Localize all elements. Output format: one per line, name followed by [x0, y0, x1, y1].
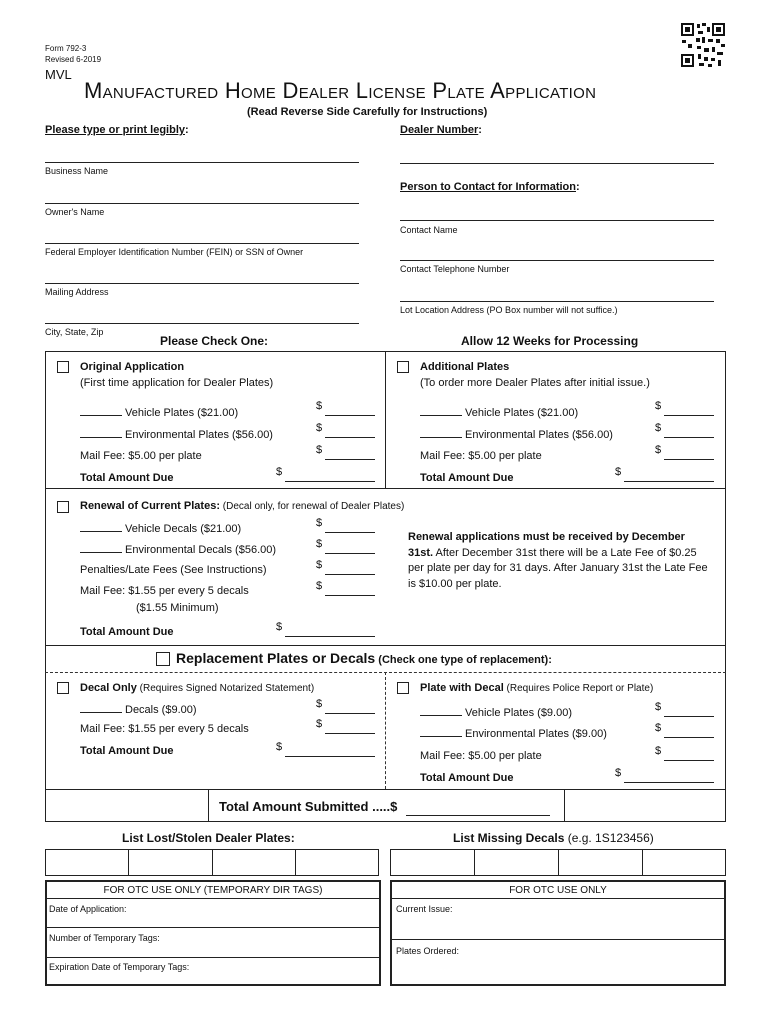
- decal-mail-fee-amount[interactable]: [325, 733, 375, 734]
- additional-environmental-amount[interactable]: [664, 437, 714, 438]
- dollar-sign: $: [316, 698, 323, 710]
- dollar-sign: $: [655, 422, 662, 434]
- otc-expiration-label: Expiration Date of Temporary Tags:: [49, 962, 190, 972]
- replacement-environmental-amount[interactable]: [664, 737, 714, 738]
- page-title: Manufactured Home Dealer License Plate Application: [84, 78, 597, 103]
- vehicle-qty-blank[interactable]: [80, 522, 122, 532]
- replacement-title: Replacement Plates or Decals (Check one type of replacement):: [176, 650, 552, 666]
- contact-name-line[interactable]: [400, 220, 714, 221]
- additional-environmental-row: Environmental Plates ($56.00): [420, 428, 613, 441]
- plate-with-decal-title: Plate with Decal (Requires Police Report or Plate): [420, 682, 654, 694]
- additional-mail-fee-amount[interactable]: [664, 459, 714, 460]
- renewal-notice: Renewal applications must be received by December 31st. After December 31st there will be a Late Fee of $0.25 per plate per day for 31 days. After January 31st the Late Fee is $10.00 per plate.: [408, 531, 708, 590]
- city-state-zip-line[interactable]: [45, 323, 359, 324]
- decals-row: Decals ($9.00): [80, 703, 197, 716]
- decal-total-label: Total Amount Due: [80, 745, 174, 757]
- divider: [45, 645, 726, 646]
- lot-address-label: Lot Location Address (PO Box number will not suffice.): [400, 305, 618, 315]
- mailing-address-label: Mailing Address: [45, 287, 109, 297]
- dealer-number-line[interactable]: [400, 163, 714, 164]
- otc-plates-ordered-label: Plates Ordered:: [396, 946, 460, 956]
- form-number: Form 792-3: [45, 44, 87, 53]
- original-environmental-amount[interactable]: [325, 437, 375, 438]
- environmental-qty-blank[interactable]: [80, 428, 122, 438]
- plate-total-label: Total Amount Due: [420, 772, 514, 784]
- city-state-zip-label: City, State, Zip: [45, 327, 104, 337]
- contact-name-label: Contact Name: [400, 225, 458, 235]
- dollar-sign: $: [316, 718, 323, 730]
- dashed-divider: [385, 672, 386, 789]
- lot-address-line[interactable]: [400, 301, 714, 302]
- additional-plates-note: (To order more Dealer Plates after initial issue.): [420, 377, 650, 389]
- additional-vehicle-row: Vehicle Plates ($21.00): [420, 406, 578, 419]
- renewal-vehicle-row: Vehicle Decals ($21.00): [80, 522, 241, 535]
- business-name-label: Business Name: [45, 166, 109, 176]
- additional-total-amount[interactable]: [624, 481, 714, 482]
- additional-plates-title: Additional Plates: [420, 361, 510, 373]
- lost-plates-heading: List Lost/Stolen Dealer Plates:: [122, 831, 295, 845]
- otc-use-heading: FOR OTC USE ONLY: [509, 885, 607, 896]
- owners-name-label: Owner's Name: [45, 207, 105, 217]
- divider: [45, 789, 726, 790]
- original-application-note: (First time application for Dealer Plates): [80, 377, 274, 389]
- original-vehicle-amount[interactable]: [325, 415, 375, 416]
- divider: [45, 957, 381, 958]
- original-application-checkbox[interactable]: [57, 361, 69, 373]
- renewal-environmental-amount[interactable]: [325, 553, 375, 554]
- otc-date-label: Date of Application:: [49, 904, 127, 914]
- renewal-mail-fee-amount[interactable]: [325, 595, 375, 596]
- original-total-amount[interactable]: [285, 481, 375, 482]
- renewal-environmental-row: Environmental Decals ($56.00): [80, 543, 276, 556]
- renewal-mail-fee: Mail Fee: $1.55 per every 5 decals: [80, 585, 249, 597]
- total-submitted-label: Total Amount Submitted .....$: [219, 799, 398, 814]
- vehicle-qty-blank[interactable]: [420, 406, 462, 416]
- cell-divider: [474, 849, 475, 876]
- decals-amount[interactable]: [325, 713, 375, 714]
- divider: [45, 898, 381, 899]
- vehicle-qty-blank[interactable]: [80, 406, 122, 416]
- fein-label: Federal Employer Identification Number (FEIN) or SSN of Owner: [45, 247, 304, 257]
- otc-number-label: Number of Temporary Tags:: [49, 933, 160, 943]
- dollar-sign: $: [276, 741, 283, 753]
- additional-vehicle-amount[interactable]: [664, 415, 714, 416]
- owners-name-line[interactable]: [45, 203, 359, 204]
- dollar-sign: $: [276, 466, 283, 478]
- original-mail-fee-amount[interactable]: [325, 459, 375, 460]
- cell-divider: [212, 849, 213, 876]
- dollar-sign: $: [316, 538, 323, 550]
- divider: [390, 939, 726, 940]
- environmental-qty-blank[interactable]: [80, 543, 122, 553]
- otc-current-issue-label: Current Issue:: [396, 904, 453, 914]
- replacement-checkbox[interactable]: [156, 652, 170, 666]
- agency-code: MVL: [45, 67, 72, 82]
- renewal-penalties: Penalties/Late Fees (See Instructions): [80, 564, 267, 576]
- decals-qty-blank[interactable]: [80, 703, 122, 713]
- renewal-checkbox[interactable]: [57, 501, 69, 513]
- qr-code: [680, 22, 726, 68]
- additional-total-label: Total Amount Due: [420, 472, 514, 484]
- decal-only-title: Decal Only (Requires Signed Notarized Statement): [80, 682, 315, 694]
- dollar-sign: $: [615, 466, 622, 478]
- divider: [385, 351, 386, 488]
- plate-mail-fee: Mail Fee: $5.00 per plate: [420, 750, 542, 762]
- divider: [45, 488, 726, 489]
- dollar-sign: $: [655, 701, 662, 713]
- original-total-label: Total Amount Due: [80, 472, 174, 484]
- plate-with-decal-checkbox[interactable]: [397, 682, 409, 694]
- renewal-total-amount[interactable]: [285, 636, 375, 637]
- check-one-heading: Please Check One:: [160, 334, 269, 348]
- dollar-sign: $: [316, 580, 323, 592]
- cell-divider: [128, 849, 129, 876]
- contact-phone-line[interactable]: [400, 260, 714, 261]
- dollar-sign: $: [316, 517, 323, 529]
- dollar-sign: $: [655, 444, 662, 456]
- renewal-penalties-amount[interactable]: [325, 574, 375, 575]
- decal-total-amount[interactable]: [285, 756, 375, 757]
- processing-time: Allow 12 Weeks for Processing: [461, 334, 639, 348]
- dollar-sign: $: [615, 767, 622, 779]
- renewal-vehicle-amount[interactable]: [325, 532, 375, 533]
- plate-total-amount[interactable]: [624, 782, 714, 783]
- cell-divider: [295, 849, 296, 876]
- divider: [390, 898, 726, 899]
- decal-only-checkbox[interactable]: [57, 682, 69, 694]
- decal-mail-fee: Mail Fee: $1.55 per every 5 decals: [80, 723, 249, 735]
- dollar-sign: $: [316, 444, 323, 456]
- cell-divider: [558, 849, 559, 876]
- original-application-title: Original Application: [80, 361, 185, 373]
- dollar-sign: $: [655, 400, 662, 412]
- original-mail-fee: Mail Fee: $5.00 per plate: [80, 450, 202, 462]
- total-submitted-amount[interactable]: [406, 815, 550, 816]
- divider: [45, 927, 381, 928]
- additional-plates-checkbox[interactable]: [397, 361, 409, 373]
- business-name-line[interactable]: [45, 162, 359, 163]
- cell-divider: [642, 849, 643, 876]
- renewal-minimum: ($1.55 Minimum): [136, 602, 219, 614]
- replacement-environmental-row: Environmental Plates ($9.00): [420, 727, 607, 740]
- contact-heading: Person to Contact for Information:: [400, 181, 580, 193]
- environmental-qty-blank[interactable]: [420, 428, 462, 438]
- contact-phone-label: Contact Telephone Number: [400, 264, 510, 274]
- original-vehicle-row: Vehicle Plates ($21.00): [80, 406, 238, 419]
- replacement-vehicle-amount[interactable]: [664, 716, 714, 717]
- print-legibly-heading: Please type or print legibly:: [45, 124, 189, 136]
- replacement-vehicle-row: Vehicle Plates ($9.00): [420, 706, 572, 719]
- dollar-sign: $: [316, 422, 323, 434]
- renewal-title: Renewal of Current Plates: (Decal only, for renewal of Dealer Plates): [80, 500, 405, 512]
- renewal-total-label: Total Amount Due: [80, 626, 174, 638]
- dollar-sign: $: [655, 745, 662, 757]
- missing-decals-heading: List Missing Decals (e.g. 1S123456): [453, 831, 654, 845]
- vehicle-qty-blank[interactable]: [420, 706, 462, 716]
- fein-line[interactable]: [45, 243, 359, 244]
- dollar-sign: $: [655, 722, 662, 734]
- divider: [564, 789, 565, 822]
- divider: [208, 789, 209, 822]
- environmental-qty-blank[interactable]: [420, 727, 462, 737]
- revised-date: Revised 6-2019: [45, 55, 102, 64]
- dollar-sign: $: [316, 559, 323, 571]
- mailing-address-line[interactable]: [45, 283, 359, 284]
- dollar-sign: $: [276, 621, 283, 633]
- original-environmental-row: Environmental Plates ($56.00): [80, 428, 273, 441]
- dealer-number-heading: Dealer Number:: [400, 124, 482, 136]
- plate-mail-fee-amount[interactable]: [664, 760, 714, 761]
- page-subtitle: (Read Reverse Side Carefully for Instructions): [247, 106, 488, 118]
- otc-temp-tags-heading: FOR OTC USE ONLY (TEMPORARY DIR TAGS): [103, 885, 323, 896]
- additional-mail-fee: Mail Fee: $5.00 per plate: [420, 450, 542, 462]
- dollar-sign: $: [316, 400, 323, 412]
